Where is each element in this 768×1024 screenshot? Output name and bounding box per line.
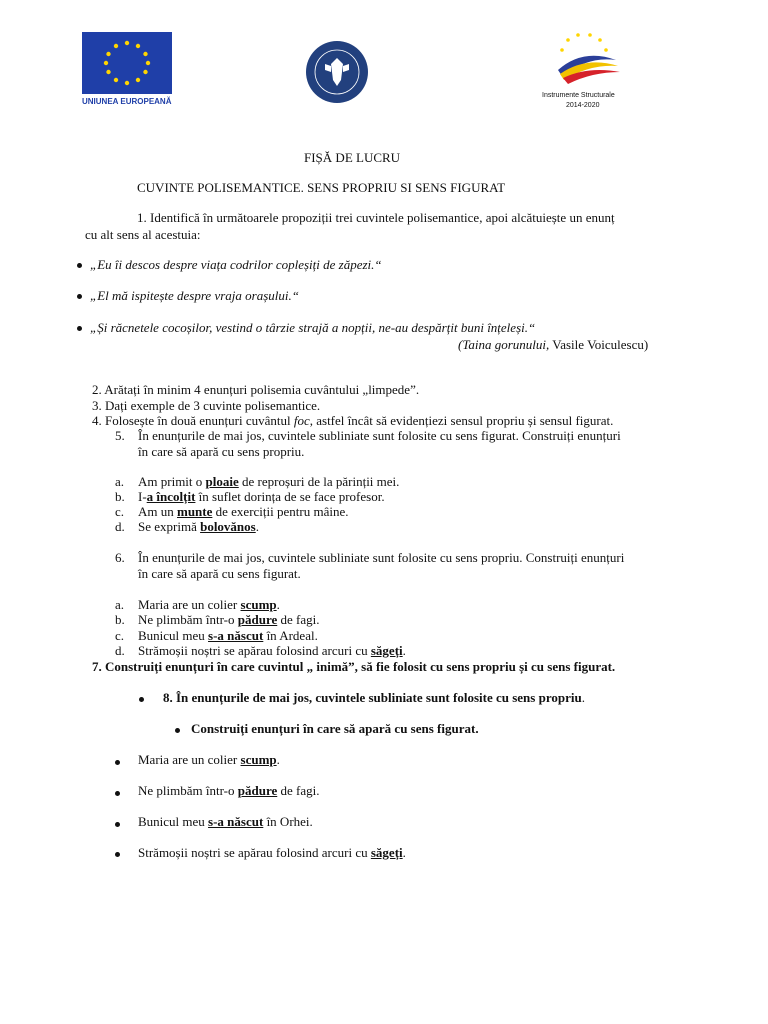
underlined-word: a încolțit [146, 489, 196, 504]
item-post: de fagi. [277, 612, 320, 627]
is-years: 2014-2020 [566, 102, 600, 109]
bullet-icon [139, 697, 144, 702]
eu-flag-icon [82, 32, 172, 94]
source-work: (Taina gorunului, [458, 337, 550, 352]
exercise-4-post: , astfel încât să evidențiezi sensul propriu și sensul figurat. [309, 413, 614, 428]
item-text [138, 519, 259, 535]
item-pre: Maria are un colier [138, 752, 241, 767]
item-letter: a. [115, 474, 125, 489]
item-post: . [276, 752, 280, 767]
exercise-8-line-1 [163, 690, 585, 706]
item-letter: c. [115, 628, 125, 643]
underlined-word: ploaie [205, 474, 239, 489]
underlined-word: scump [240, 752, 277, 767]
exercise-4 [92, 413, 613, 429]
exercise-4-word: foc [293, 413, 310, 428]
item-post: în Orhei. [263, 814, 313, 829]
item-pre: Ne plimbăm într-o [138, 783, 238, 798]
underlined-word: pădure [237, 612, 278, 627]
exercise-3: 3. Dați exemple de 3 cuvinte polisemantice. [92, 398, 321, 413]
item-text [138, 504, 348, 520]
exercise-8-item-4 [138, 845, 406, 861]
exercise-5-line-1: În enunțurile de mai jos, cuvintele subliniate sunt folosite cu sens figurat. Construiți enunțuri [138, 428, 621, 443]
item-text [138, 489, 385, 505]
item-letter: d. [115, 643, 125, 658]
government-seal [305, 40, 369, 104]
item-letter: b. [115, 489, 125, 504]
item-text [138, 474, 399, 490]
exercise-5-number: 5. [115, 428, 125, 443]
source-author: Vasile Voiculescu) [549, 337, 649, 352]
underlined-word: s-a născut [208, 628, 264, 643]
bullet-icon [77, 326, 82, 331]
page-title: FIȘĂ DE LUCRU [304, 150, 401, 165]
item-post: în Ardeal. [263, 628, 318, 643]
structural-instruments-logo [538, 30, 628, 114]
exercise-8-heading-end: . [581, 690, 585, 705]
item-post: de fagi. [277, 783, 320, 798]
exercise-2: 2. Arătați în minim 4 enunțuri polisemia cuvântului „limpede”. [92, 382, 420, 397]
structural-instruments-icon [538, 30, 628, 88]
exercise-4-pre: 4. Folosește în două enunțuri cuvântul [92, 413, 294, 428]
item-letter: b. [115, 612, 125, 627]
bullet-icon [115, 852, 120, 857]
underlined-word: bolovănos [200, 519, 256, 534]
bullet-icon [175, 728, 180, 733]
item-letter: c. [115, 504, 125, 519]
quote-1: „Eu îi descos despre viața codrilor copleșiți de zăpezi.“ [90, 257, 382, 272]
quote-source [458, 337, 648, 353]
item-letter: a. [115, 597, 125, 612]
item-pre: Strămoșii noștri se apărau folosind arcuri cu [138, 845, 371, 860]
exercise-6-line-1: În enunțurile de mai jos, cuvintele subliniate sunt folosite cu sens propriu. Construiți enunțuri [138, 550, 625, 565]
underlined-word: săgeți [370, 643, 403, 658]
is-label: Instrumente Structurale [542, 92, 615, 99]
item-post: în suflet dorința de se face profesor. [195, 489, 385, 504]
exercise-7: 7. Construiți enunțuri în care cuvintul „ inimă”, să fie folosit cu sens propriu și cu sens figurat. [92, 659, 616, 674]
bullet-icon [77, 294, 82, 299]
page-subtitle: CUVINTE POLISEMANTICE. SENS PROPRIU SI SENS FIGURAT [137, 180, 506, 195]
bullet-icon [77, 263, 82, 268]
eu-label: UNIUNEA EUROPEANĂ [82, 97, 172, 106]
item-pre: Maria are un colier [138, 597, 241, 612]
item-text [138, 612, 319, 628]
bullet-icon [115, 760, 120, 765]
item-post: . [402, 845, 406, 860]
item-post: de reproșuri de la părinții mei. [238, 474, 400, 489]
item-pre: Bunicul meu [138, 628, 209, 643]
quote-2: „El mă ispitește despre vraja orașului.“ [90, 288, 299, 303]
item-post: . [276, 597, 280, 612]
item-letter: d. [115, 519, 125, 534]
item-pre: Ne plimbăm într-o [138, 612, 238, 627]
exercise-1-line-2: cu alt sens al acestuia: [85, 227, 201, 242]
item-pre: Am primit o [138, 474, 206, 489]
exercise-8-item-3 [138, 814, 313, 830]
exercise-8-item-2 [138, 783, 319, 799]
item-post: . [402, 643, 406, 658]
underlined-word: scump [240, 597, 277, 612]
bullet-icon [115, 791, 120, 796]
item-pre: Strămoșii noștri se apărau folosind arcuri cu [138, 643, 371, 658]
exercise-8-heading: 8. În enunțurile de mai jos, cuvintele subliniate sunt folosite cu sens propriu [163, 690, 582, 705]
coat-of-arms-icon [305, 40, 369, 104]
item-pre: I- [138, 489, 147, 504]
item-pre: Bunicul meu [138, 814, 209, 829]
item-pre: Se exprimă [138, 519, 201, 534]
exercise-5-line-2: în care să apară cu sens propriu. [138, 444, 305, 459]
exercise-8-line-2: Construiți enunțuri în care să apară cu sens figurat. [191, 721, 479, 736]
underlined-word: pădure [237, 783, 278, 798]
item-text [138, 643, 406, 659]
exercise-1-line-1: 1. Identifică în următoarele propoziții trei cuvintele polisemantice, apoi alcătuiește un enunț [137, 210, 615, 225]
bullet-icon [115, 822, 120, 827]
item-text [138, 628, 318, 644]
eu-logo [82, 32, 172, 112]
item-pre: Am un [138, 504, 177, 519]
underlined-word: s-a născut [208, 814, 264, 829]
underlined-word: săgeți [370, 845, 403, 860]
exercise-8-item-1 [138, 752, 280, 768]
item-post: . [255, 519, 259, 534]
exercise-6-number: 6. [115, 550, 125, 565]
quote-3: „Și răcnetele cocoșilor, vestind o târzie strajă a nopții, ne-au despărțit buni înțeleși.“ [90, 320, 536, 335]
item-text [138, 597, 280, 613]
item-post: de exerciții pentru mâine. [212, 504, 349, 519]
exercise-6-line-2: în care să apară cu sens figurat. [138, 566, 301, 581]
underlined-word: munte [177, 504, 213, 519]
